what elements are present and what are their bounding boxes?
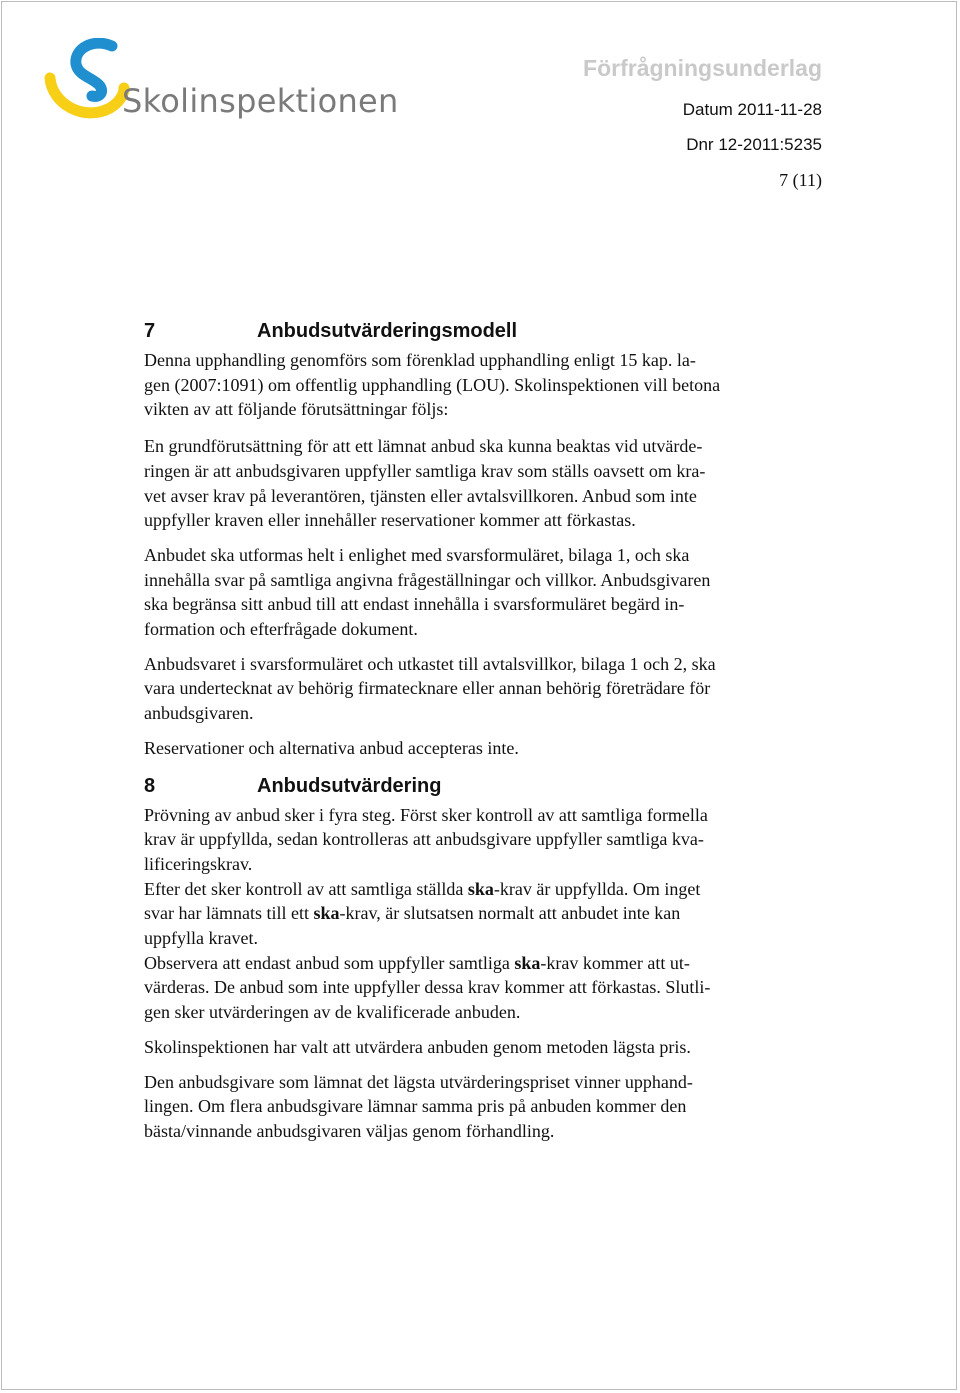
document-body: [144, 318, 820, 1144]
text-line: En grundförutsättning för att ett lämnat anbud ska kunna beaktas vid utvärde-: [144, 436, 703, 457]
text-line: vara undertecknat av behörig firmatecknare eller annan behörig företrädare för: [144, 678, 711, 699]
text-line: Prövning av anbud sker i fyra steg. Först sker kontroll av att samtliga formella: [144, 804, 708, 825]
text-line: vikten av att följande förutsättningar följs:: [144, 399, 449, 420]
text-line: uppfylla kravet.: [144, 928, 258, 949]
text-run: Observera att endast anbud som uppfyller samtliga: [144, 952, 515, 973]
text-line: Denna upphandling genomförs som förenklad upphandling enligt 15 kap. la-: [144, 350, 696, 370]
text-line: anbudsgivaren.: [144, 703, 254, 724]
page-number: 7 (11): [779, 170, 822, 190]
text-line: lificeringskrav.: [144, 853, 253, 874]
text-line: ska begränsa sitt anbud till att endast innehålla i svarsformuläret begärd in-: [144, 594, 685, 615]
text-line: uppfyller kraven eller innehåller reservationer kommer att förkastas.: [144, 510, 636, 531]
section-title: Anbudsutvärderingsmodell: [257, 320, 518, 342]
text-line: krav är uppfyllda, sedan kontrolleras att anbudsgivare uppfyller samtliga kva-: [144, 829, 704, 850]
section-7-heading: [144, 318, 820, 344]
text-line: Anbudsvaret i svarsformuläret och utkastet till avtalsvillkor, bilaga 1 och 2, ska: [144, 653, 716, 674]
text-line: Anbudet ska utformas helt i enlighet med svarsformuläret, bilaga 1, och ska: [144, 544, 690, 565]
text-line: bästa/vinnande anbudsgivaren väljas genom förhandling.: [144, 1120, 555, 1141]
skolinspektionen-logo: [44, 38, 399, 128]
paragraph: [144, 877, 820, 951]
text-line: ringen är att anbudsgivaren uppfyller samtliga krav som ställs oavsett om kra-: [144, 460, 706, 481]
section-number: 7: [144, 320, 156, 342]
text-run: -krav är uppfyllda. Om inget: [493, 878, 701, 899]
text-line: innehålla svar på samtliga angivna frågeställningar och villkor. Anbudsgivaren: [144, 569, 711, 590]
bold-term: ska: [467, 878, 494, 899]
section-title: Anbudsutvärdering: [257, 774, 442, 797]
document-title: Förfrågningsunderlag: [583, 55, 822, 81]
text-line: Den anbudsgivare som lämnat det lägsta utvärderingspriset vinner upphand-: [144, 1071, 693, 1092]
section-number: 8: [144, 774, 156, 797]
document-date: Datum 2011-11-28: [682, 100, 822, 119]
text-line: gen (2007:1091) om offentlig upphandling (LOU). Skolinspektionen vill betona: [144, 374, 721, 395]
text-run: -krav, är slutsatsen normalt att anbudet inte kan: [339, 903, 681, 924]
text-line: vet avser krav på leverantören, tjänsten eller avtalsvillkoren. Anbud som inte: [144, 485, 697, 506]
logo-wordmark: Skolinspektionen: [122, 82, 399, 120]
paragraph: [144, 652, 820, 726]
paragraph: Skolinspektionen har valt att utvärdera anbuden genom metoden lägsta pris.: [144, 1036, 691, 1057]
paragraph: Reservationer och alternativa anbud accepteras inte.: [144, 737, 519, 758]
bold-term: ska: [313, 903, 340, 924]
text-line: lingen. Om flera anbudsgivare lämnar samma pris på anbuden kommer den: [144, 1096, 687, 1117]
paragraph: [144, 1070, 820, 1144]
document-registration-number: Dnr 12-2011:5235: [686, 135, 822, 154]
text-run: Efter det sker kontroll av att samtliga ställda: [144, 878, 468, 899]
paragraph: [144, 951, 820, 1025]
paragraph: [144, 803, 820, 877]
bold-term: ska: [514, 952, 541, 973]
section-8-heading: [144, 773, 820, 799]
text-run: -krav kommer att ut-: [540, 952, 690, 973]
text-line: formation och efterfrågade dokument.: [144, 619, 418, 640]
text-line: värderas. De anbud som inte uppfyller dessa krav kommer att förkastas. Slutli-: [144, 977, 711, 998]
text-line: gen sker utvärderingen av de kvalificerade anbuden.: [144, 1002, 521, 1023]
paragraph: [144, 434, 820, 533]
paragraph: [144, 543, 820, 642]
text-run: svar har lämnats till ett: [144, 903, 314, 924]
paragraph: [144, 348, 820, 422]
